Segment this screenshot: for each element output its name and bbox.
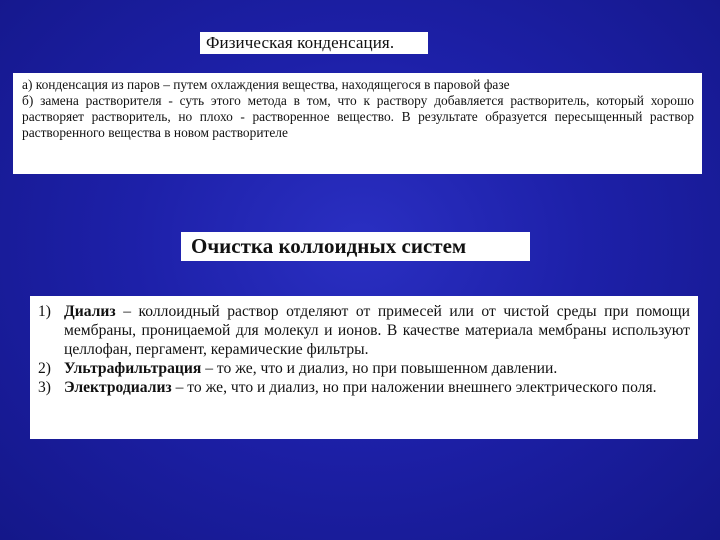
solvent-replacement-paragraph: б) замена растворителя - суть этого метода в том, что к раствору добавляется растворитель, который хорошо растворяет растворитель, но плохо - растворенное вещество. В результате образуется пересыщенный раствор растворенного вещества в новом растворителе xyxy=(22,93,694,140)
term-ultrafiltration: Ультрафильтрация xyxy=(64,360,202,377)
dialysis-description: – коллоидный раствор отделяют от примесей или от чистой среды при помощи мембраны, проницаемой для молекул и ионов. В качестве материала мембраны используют целлофан, пергамент, керамические фильтры. xyxy=(64,303,690,358)
list-item-number: 1) xyxy=(38,303,51,320)
electrodialysis-description: – то же, что и диализ, но при наложении внешнего электрического поля. xyxy=(171,379,657,396)
colloid-purification-list-block xyxy=(30,296,698,439)
list-item-ultrafiltration xyxy=(38,359,690,378)
colloid-purification-title-text: Очистка коллоидных систем xyxy=(191,234,467,258)
list-item-number: 2) xyxy=(38,360,51,377)
colloid-purification-title xyxy=(181,232,530,261)
physical-condensation-text-block xyxy=(13,73,702,174)
ultrafiltration-description: – то же, что и диализ, но при повышенном давлении. xyxy=(201,360,558,377)
list-item-body xyxy=(64,359,690,378)
list-item-dialysis xyxy=(38,302,690,359)
list-item-body xyxy=(64,378,690,397)
term-dialysis: Диализ xyxy=(64,303,116,320)
physical-condensation-title xyxy=(200,32,428,54)
list-item-body xyxy=(64,302,690,359)
condensation-from-vapor-paragraph: а) конденсация из паров – путем охлаждения вещества, находящегося в паровой фазе xyxy=(22,77,510,92)
purification-methods-list xyxy=(38,302,690,397)
list-item-electrodialysis xyxy=(38,378,690,397)
list-item-number: 3) xyxy=(38,379,51,396)
physical-condensation-title-text: Физическая конденсация. xyxy=(206,33,395,52)
term-electrodialysis: Электродиализ xyxy=(64,379,172,396)
